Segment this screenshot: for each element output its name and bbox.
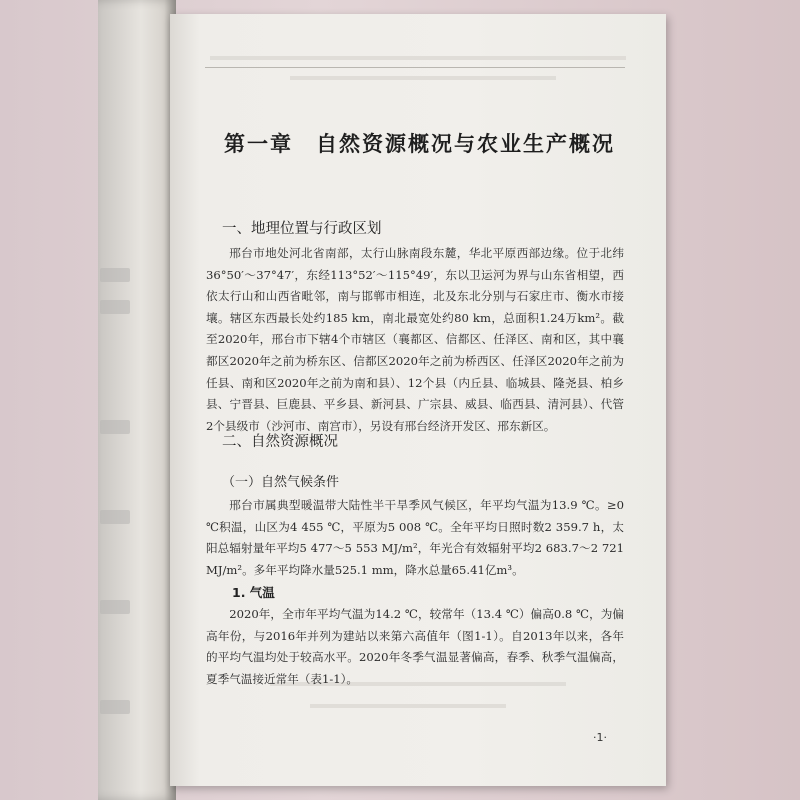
left-page-mark [100, 420, 130, 434]
section-heading-geography: 一、地理位置与行政区划 [222, 221, 382, 237]
bleed-through [310, 704, 506, 708]
temperature-paragraph: 2020年，全市年平均气温为14.2 ℃，较常年（13.4 ℃）偏高0.8 ℃，为偏高年份，与2016年并列为建站以来第六高值年（图1-1）。自2013年以来，各年的平均气温均处于较高水平。2020年冬季气温显著偏高，春季、秋季气温偏高，夏季气温接近常年（表1-1）。 [206, 607, 624, 686]
chapter-title: 第一章 自然资源概况与农业生产概况 [224, 132, 615, 156]
temperature-heading: 1. 气温 [232, 585, 275, 600]
climate-paragraph: 邢台市属典型暖温带大陆性半干旱季风气候区，年平均气温为13.9 ℃。≥0 ℃积温，山区为4 455 ℃，平原为5 008 ℃。全年平均日照时数2 359.7 h，太阳总辐射量年平均5 477～5 553 MJ/m²，年光合有效辐射平均2 683.7～2 721 MJ/m²。多年平均降水量525.1 mm，降水总量65.41亿m³。 [206, 498, 624, 577]
left-page-mark [100, 700, 130, 714]
left-page-mark [100, 268, 130, 282]
left-page-edge [98, 0, 176, 800]
bleed-through [210, 56, 626, 60]
bleed-through [290, 76, 556, 80]
left-page-mark [100, 600, 130, 614]
page-number: ·1· [593, 731, 607, 744]
header-rule [205, 67, 625, 68]
section-heading-natural-resources: 二、自然资源概况 [222, 434, 338, 450]
geography-paragraph: 邢台市地处河北省南部，太行山脉南段东麓，华北平原西部边缘。位于北纬36°50′～37°47′，东经113°52′～115°49′，东以卫运河为界与山东省相望，西依太行山和山西省毗邻，南与邯郸市相连，北及东北分别与石家庄市、衡水市接壤。辖区东西最长处约185 km，南北最宽处约80 km，总面积1.24万km²。截至2020年，邢台市下辖4个市辖区（襄都区、信都区、任泽区、南和区，其中襄都区2020年之前为桥东区、信都区2020年之前为桥西区、任泽区2020年之前为任县、南和区2020年之前为南和县）、12个县（内丘县、临城县、隆尧县、柏乡县、宁晋县、巨鹿县、平乡县、新河县、广宗县、威县、临西县、清河县）、代管2个县级市（沙河市、南宫市），另设有邢台经济开发区、邢东新区。 [206, 246, 624, 433]
left-page-mark [100, 300, 130, 314]
left-page-mark [100, 510, 130, 524]
subsection-heading-climate: （一）自然气候条件 [222, 475, 340, 490]
